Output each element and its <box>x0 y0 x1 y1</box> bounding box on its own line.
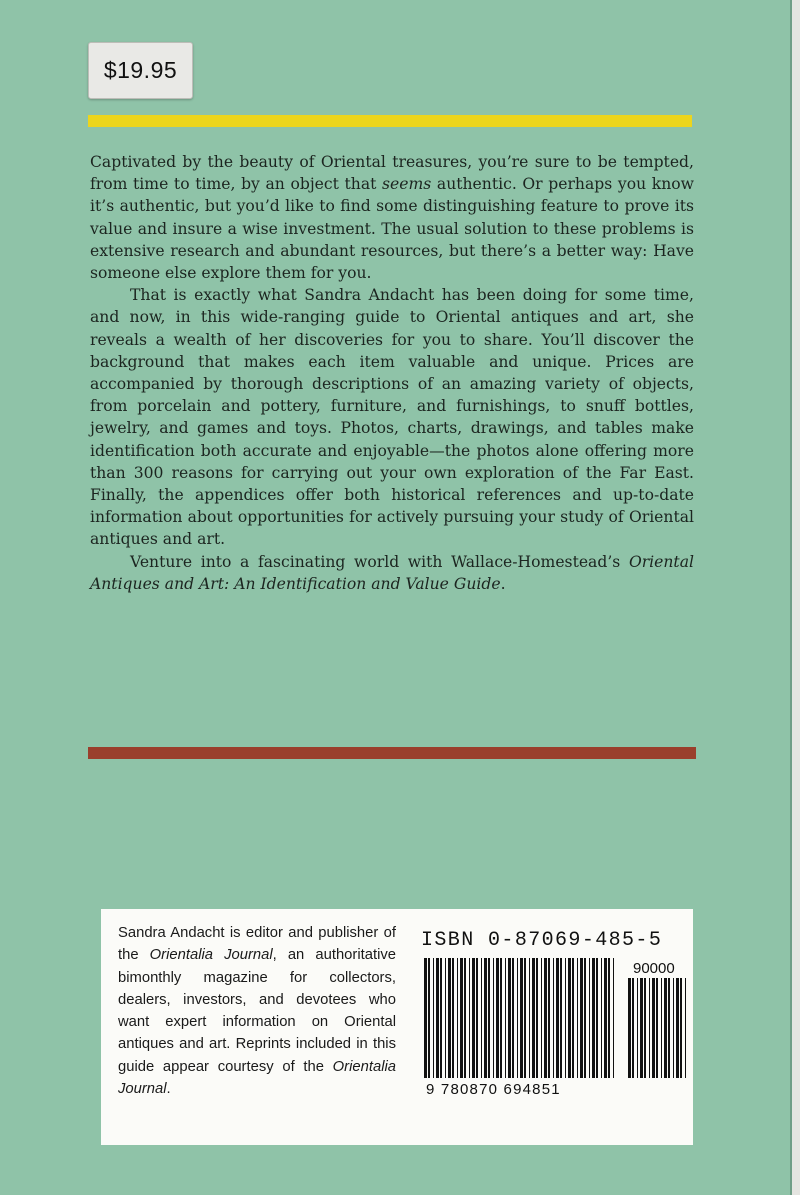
barcode-bar <box>548 958 550 1078</box>
barcode-bar <box>472 958 475 1078</box>
blurb-paragraph-3 <box>90 551 694 595</box>
barcode-bar <box>668 978 670 1078</box>
price-code-text: 90000 <box>633 960 675 977</box>
ean-barcode-bars <box>424 958 614 1078</box>
barcode-bar <box>460 958 463 1078</box>
barcode-bar <box>656 978 658 1078</box>
barcode-bar <box>592 958 595 1078</box>
barcode-bar <box>680 978 682 1078</box>
barcode-bar <box>640 978 643 1078</box>
barcode-bar <box>553 958 554 1078</box>
barcode-bar <box>529 958 530 1078</box>
barcode-bar <box>628 978 631 1078</box>
barcode-bar <box>520 958 523 1078</box>
blurb-emphasis: seems <box>382 175 432 194</box>
barcode-bar <box>664 978 667 1078</box>
barcode-bar <box>661 978 662 1078</box>
barcode-bar <box>512 958 514 1078</box>
addon-barcode-bars <box>628 978 686 1078</box>
barcode-bar <box>524 958 526 1078</box>
barcode-bar <box>488 958 490 1078</box>
bio-text: . <box>166 1081 171 1098</box>
yellow-divider <box>88 115 692 127</box>
price-label: $19.95 <box>103 57 178 83</box>
barcode-bar <box>493 958 494 1078</box>
ean-digits-text: 9 780870 694851 <box>426 1081 561 1098</box>
barcode-bar <box>568 958 571 1078</box>
barcode-bar <box>517 958 518 1078</box>
red-divider <box>88 747 696 759</box>
blurb-text: . <box>500 574 506 593</box>
barcode-bar <box>685 978 686 1078</box>
barcode-bar <box>676 978 679 1078</box>
barcode-bar <box>452 958 454 1078</box>
barcode-bar <box>649 978 650 1078</box>
blurb-text: Venture into a fascinating world with Wallace-Homestead’s <box>130 552 629 571</box>
barcode-bar <box>544 958 547 1078</box>
blurb-paragraph-2: That is exactly what Sandra Andacht has been doing for some time, and now, in this wide-ranging guide to Oriental antiques and art, she reveals a wealth of her discoveries for you to share. You’ll discover the background that makes each item valuable and unique. Prices are accompanied by thorough descriptions of an amazing variety of objects, from porcelain and pottery, furniture, and furnishings, to snuff bottles, jewelry, and games and toys. Photos, charts, drawings, and tables make identification both accurate and enjoyable—the photos alone offering more than 300 reasons for carrying out your own exploration of the Far East. Finally, the appendices offer both historical references and up-to-date information about opportunities for actively pursuing your study of Oriental antiques and art. <box>90 286 694 549</box>
book-title: Oriental Antiques and Art: An Identification and Value Guide <box>90 552 694 593</box>
barcode-bar <box>448 958 451 1078</box>
barcode-bar <box>589 958 590 1078</box>
barcode-bar <box>565 958 566 1078</box>
barcode-bar <box>457 958 458 1078</box>
barcode-bar <box>500 958 502 1078</box>
barcode-bar <box>560 958 562 1078</box>
barcode-bar <box>572 958 574 1078</box>
barcode-bar <box>580 958 583 1078</box>
bio-text: , an authoritative bimonthly magazine for collectors, dealers, investors, and devotees who want expert information on Oriental antiques and art. Reprints included in this guide appear courtesy of the <box>118 947 396 1075</box>
barcode-bar <box>445 958 446 1078</box>
barcode-bar <box>508 958 511 1078</box>
barcode-bar <box>496 958 499 1078</box>
barcode-bar <box>673 978 674 1078</box>
barcode-bar <box>556 958 559 1078</box>
barcode-bar <box>644 978 646 1078</box>
barcode-bar <box>584 958 586 1078</box>
barcode-bar <box>424 958 427 1078</box>
blurb-text: authentic. Or perhaps you know it’s authentic, but you’d like to find some distinguishing feature to prove its value and insure a wise investment. The usual solution to these problems is extensive research and abundant resources, but there’s a better way: Have someone else explore them for you. <box>90 175 694 283</box>
book-blurb <box>90 151 694 595</box>
barcode-bar <box>596 958 598 1078</box>
barcode-bar <box>440 958 442 1078</box>
barcode <box>418 958 690 1100</box>
blurb-text: Captivated by the beauty of Oriental treasures, you’re sure to be tempted, from time to time, by an object that <box>90 153 694 194</box>
barcode-bar <box>541 958 542 1078</box>
barcode-bar <box>632 978 634 1078</box>
price-sticker <box>88 42 193 99</box>
barcode-bar <box>481 958 482 1078</box>
author-bio <box>118 922 396 1100</box>
barcode-bar <box>436 958 439 1078</box>
barcode-bar <box>469 958 470 1078</box>
barcode-bar <box>613 958 614 1078</box>
barcode-bar <box>532 958 535 1078</box>
blurb-paragraph-1 <box>90 151 694 284</box>
barcode-bar <box>608 958 610 1078</box>
barcode-bar <box>505 958 506 1078</box>
barcode-bar <box>433 958 434 1078</box>
barcode-bar <box>652 978 655 1078</box>
barcode-bar <box>577 958 578 1078</box>
barcode-bar <box>476 958 478 1078</box>
barcode-bar <box>637 978 638 1078</box>
journal-name: Orientalia Journal <box>149 947 273 964</box>
barcode-bar <box>536 958 538 1078</box>
journal-name: Orientalia Journal <box>118 1058 396 1098</box>
barcode-bar <box>604 958 607 1078</box>
barcode-bar <box>428 958 430 1078</box>
barcode-bar <box>464 958 466 1078</box>
barcode-bar <box>484 958 487 1078</box>
isbn-number: ISBN 0-87069-485-5 <box>421 929 663 952</box>
barcode-bar <box>601 958 602 1078</box>
bio-text: Sandra Andacht is editor and publisher of the <box>118 925 396 964</box>
